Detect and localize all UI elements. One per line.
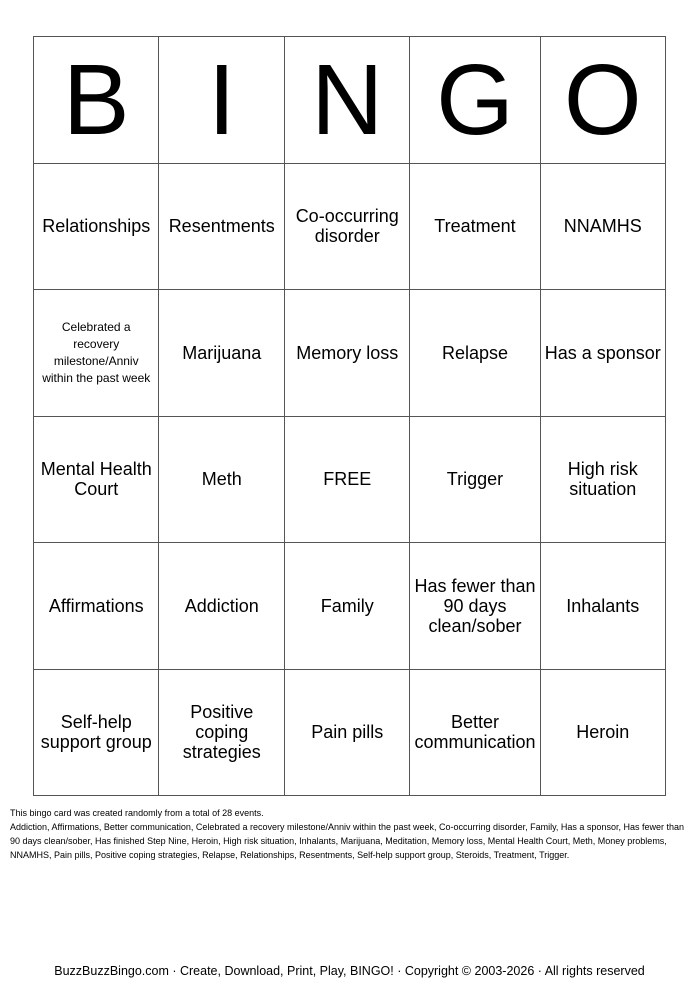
bingo-cell: Co-occurring disorder <box>285 164 410 291</box>
event-count-note: This bingo card was created randomly from a total of 28 events. <box>10 808 264 818</box>
header-letter-n: N <box>285 37 410 164</box>
event-list-note <box>10 806 690 862</box>
event-list: Addiction, Affirmations, Better communication, Celebrated a recovery milestone/Anniv within the past week, Co-occurring disorder, Family, Has a sponsor, Has fewer than 90 days clean/sober, Has finished Step Nine, Heroin, High risk situation, Inhalants, Marijuana, Meditation, Memory loss, Mental Health Court, Meth, Money problems, NNAMHS, Pain pills, Positive coping strategies, Relapse, Relationships, Resentments, Self-help support group, Steroids, Treatment, Trigger. <box>10 822 684 860</box>
bingo-cell: Self-help support group <box>34 670 159 797</box>
bingo-cell: Celebrated a recovery milestone/Anniv within the past week <box>34 290 159 417</box>
bingo-cell: Pain pills <box>285 670 410 797</box>
bingo-cell: Resentments <box>159 164 284 291</box>
bingo-cell: High risk situation <box>541 417 667 544</box>
bingo-cell: Treatment <box>410 164 540 291</box>
bingo-cell: Mental Health Court <box>34 417 159 544</box>
bingo-cell: NNAMHS <box>541 164 667 291</box>
header-letter-b: B <box>34 37 159 164</box>
bingo-cell: Heroin <box>541 670 667 797</box>
bingo-cell: Meth <box>159 417 284 544</box>
bingo-cell: Positive coping strategies <box>159 670 284 797</box>
bingo-cell: Marijuana <box>159 290 284 417</box>
header-letter-g: G <box>410 37 540 164</box>
bingo-cell: Has fewer than 90 days clean/sober <box>410 543 540 670</box>
bingo-cell: Relapse <box>410 290 540 417</box>
bingo-cell: Memory loss <box>285 290 410 417</box>
bingo-cell: Better communication <box>410 670 540 797</box>
bingo-cell: Has a sponsor <box>541 290 667 417</box>
bingo-cell: Affirmations <box>34 543 159 670</box>
bingo-cell: Family <box>285 543 410 670</box>
bingo-cell: Relationships <box>34 164 159 291</box>
bingo-card <box>33 36 666 796</box>
header-letter-i: I <box>159 37 284 164</box>
bingo-cell: Addiction <box>159 543 284 670</box>
bingo-cell: Inhalants <box>541 543 667 670</box>
bingo-cell: Trigger <box>410 417 540 544</box>
copyright-footer: BuzzBuzzBingo.com · Create, Download, Print, Play, BINGO! · Copyright © 2003-2026 · All rights reserved <box>54 964 645 978</box>
header-letter-o: O <box>541 37 667 164</box>
free-space-cell: FREE <box>285 417 410 544</box>
